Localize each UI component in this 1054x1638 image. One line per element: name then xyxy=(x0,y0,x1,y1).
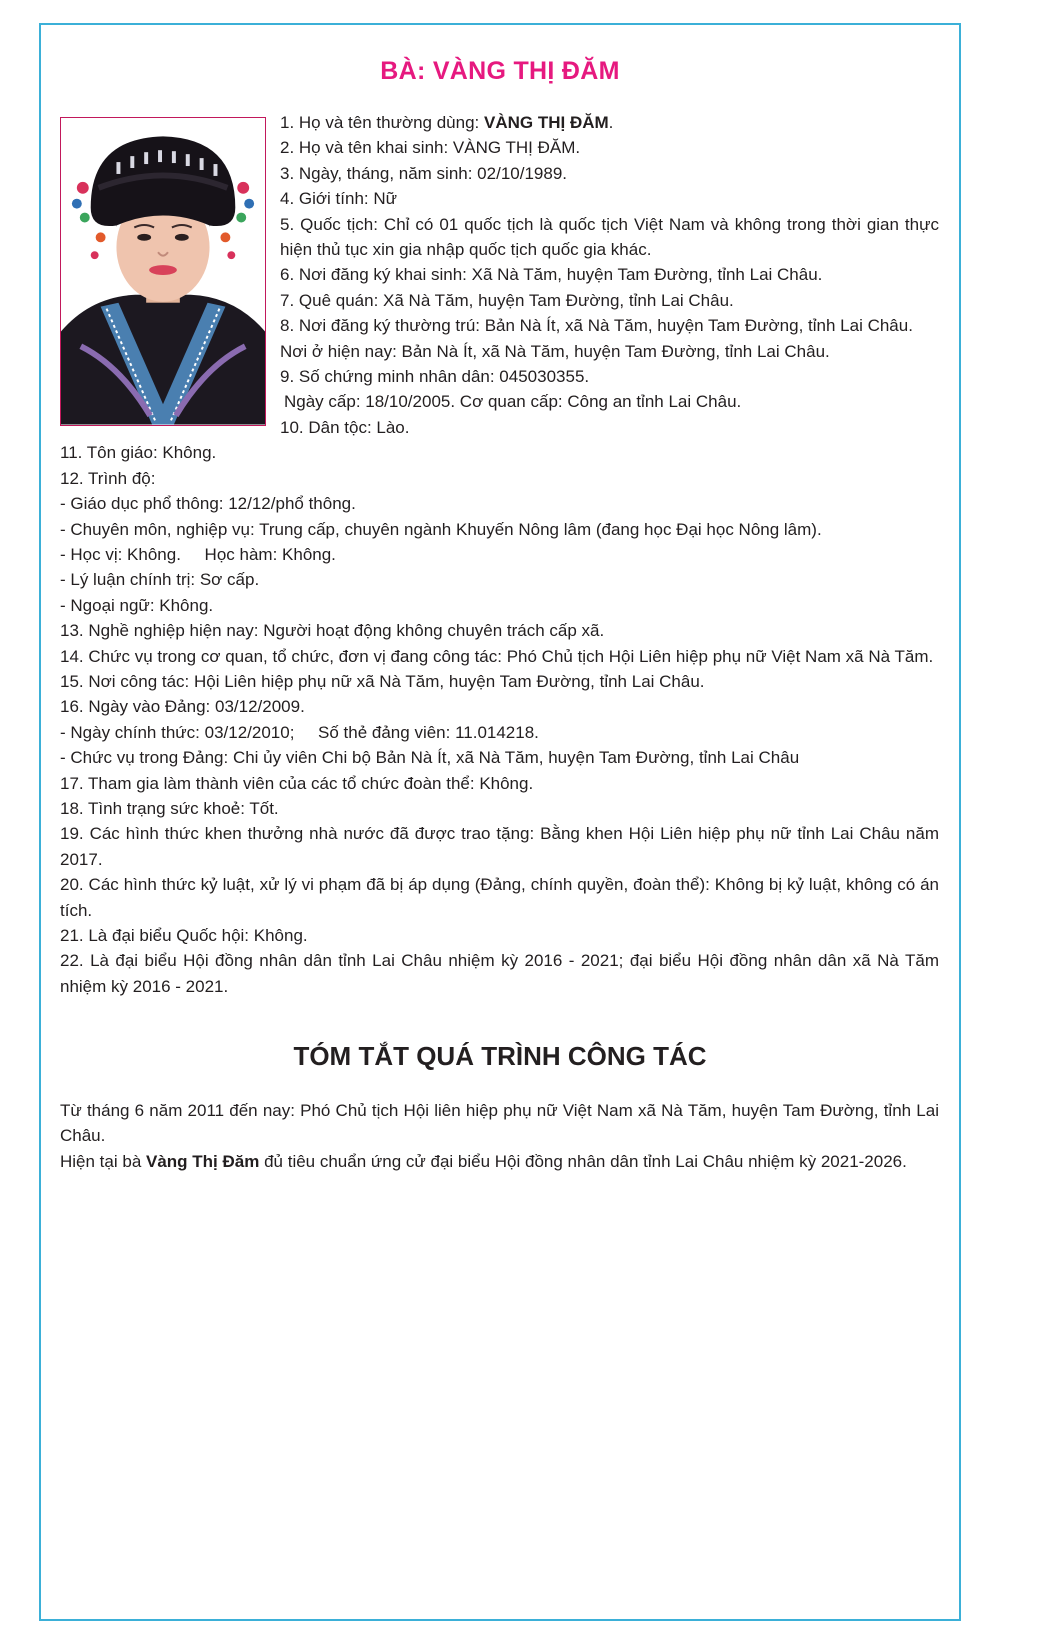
field-specialty: - Chuyên môn, nghiệp vụ: Trung cấp, chuyên ngành Khuyến Nông lâm (đang học Đại học Nông lâm). xyxy=(60,519,822,539)
field-national-assembly: 21. Là đại biểu Quốc hội: Không. xyxy=(60,926,308,945)
summary-p2-pre: Hiện tại bà xyxy=(60,1151,146,1171)
field-common-name-label: 1. Họ và tên thường dùng: xyxy=(280,113,484,132)
field-degree: - Học vị: Không. Học hàm: Không. xyxy=(60,544,336,564)
summary-paragraph-2 xyxy=(60,1149,939,1174)
field-discipline: 20. Các hình thức kỷ luật, xử lý vi phạm đã bị áp dụng (Đảng, chính quyền, đoàn thể): Không bị kỷ luật, không có án tích. xyxy=(60,875,939,920)
summary-heading: TÓM TẮT QUÁ TRÌNH CÔNG TÁC xyxy=(293,1041,707,1071)
field-party-join-date: 16. Ngày vào Đảng: 03/12/2009. xyxy=(60,697,305,717)
field-id-issue: Ngày cấp: 18/10/2005. Cơ quan cấp: Công an tỉnh Lai Châu. xyxy=(284,392,742,412)
field-awards: 19. Các hình thức khen thưởng nhà nước đã được trao tặng: Bằng khen Hội Liên hiệp phụ nữ tỉnh Lai Châu năm 2017. xyxy=(60,824,939,869)
work-summary xyxy=(60,1098,939,1174)
field-peoples-council: 22. Là đại biểu Hội đồng nhân dân tỉnh Lai Châu nhiệm kỳ 2016 - 2021; đại biểu Hội đồng nhân dân xã Nà Tăm nhiệm kỳ 2016 - 2021. xyxy=(60,951,939,996)
field-foreign-language: - Ngoại ngữ: Không. xyxy=(60,595,214,615)
field-party-official: - Ngày chính thức: 03/12/2010; Số thẻ đảng viên: 11.014218. xyxy=(60,722,539,742)
details-beside-photo xyxy=(280,110,939,440)
field-gender: 4. Giới tính: Nữ xyxy=(280,189,398,209)
field-ethnicity: 10. Dân tộc: Lào. xyxy=(280,417,410,437)
field-religion: 11. Tôn giáo: Không. xyxy=(60,443,217,463)
field-health: 18. Tình trạng sức khoẻ: Tốt. xyxy=(60,798,279,818)
field-workplace: 15. Nơi công tác: Hội Liên hiệp phụ nữ xã Nà Tăm, huyện Tam Đường, tỉnh Lai Châu. xyxy=(60,671,705,691)
field-occupation: 13. Nghề nghiệp hiện nay: Người hoạt động không chuyên trách cấp xã. xyxy=(60,621,605,641)
field-nationality: 5. Quốc tịch: Chỉ có 01 quốc tịch là quốc tịch Việt Nam và không trong thời gian thực hiện thủ tục xin gia nhập quốc tịch quốc gia khác. xyxy=(280,214,939,260)
field-organizations: 17. Tham gia làm thành viên của các tổ chức đoàn thể: Không. xyxy=(60,773,534,793)
field-permanent-residence: 8. Nơi đăng ký thường trú: Bản Nà Ít, xã Nà Tăm, huyện Tam Đường, tỉnh Lai Châu. xyxy=(280,316,913,336)
field-birth-registration: 6. Nơi đăng ký khai sinh: Xã Nà Tăm, huyện Tam Đường, tỉnh Lai Châu. xyxy=(280,265,823,285)
field-common-name-end: . xyxy=(608,113,614,132)
field-common-name-value: VÀNG THỊ ĐĂM xyxy=(484,113,609,132)
field-education: 12. Trình độ: xyxy=(60,468,156,488)
field-common-name xyxy=(280,110,939,135)
field-id-number: 9. Số chứng minh nhân dân: 045030355. xyxy=(280,367,590,387)
field-hometown: 7. Quê quán: Xã Nà Tăm, huyện Tam Đường, tỉnh Lai Châu. xyxy=(280,290,734,310)
field-current-residence: Nơi ở hiện nay: Bản Nà Ít, xã Nà Tăm, huyện Tam Đường, tỉnh Lai Châu. xyxy=(280,341,830,361)
field-general-education: - Giáo dục phổ thông: 12/12/phổ thông. xyxy=(60,494,356,514)
field-position: 14. Chức vụ trong cơ quan, tổ chức, đơn vị đang công tác: Phó Chủ tịch Hội Liên hiệp phụ nữ Việt Nam xã Nà Tăm. xyxy=(60,646,934,666)
summary-p2-post: đủ tiêu chuẩn ứng cử đại biểu Hội đồng nhân dân tỉnh Lai Châu nhiệm kỳ 2021-2026. xyxy=(259,1151,907,1171)
field-birth-name: 2. Họ và tên khai sinh: VÀNG THỊ ĐĂM. xyxy=(280,138,581,158)
field-party-position: - Chức vụ trong Đảng: Chi ủy viên Chi bộ Bản Nà Ít, xã Nà Tăm, huyện Tam Đường, tỉnh Lai Châu xyxy=(60,748,800,768)
summary-paragraph-1: Từ tháng 6 năm 2011 đến nay: Phó Chủ tịch Hội liên hiệp phụ nữ Việt Nam xã Nà Tăm, huyện Tam Đường, tỉnh Lai Châu. xyxy=(60,1101,939,1146)
field-birth-date: 3. Ngày, tháng, năm sinh: 02/10/1989. xyxy=(280,163,567,183)
field-political-theory: - Lý luận chính trị: Sơ cấp. xyxy=(60,570,260,590)
summary-p2-name: Vàng Thị Đăm xyxy=(146,1151,260,1171)
page-title: BÀ: VÀNG THỊ ĐĂM xyxy=(380,57,620,85)
bio-details xyxy=(60,110,939,999)
